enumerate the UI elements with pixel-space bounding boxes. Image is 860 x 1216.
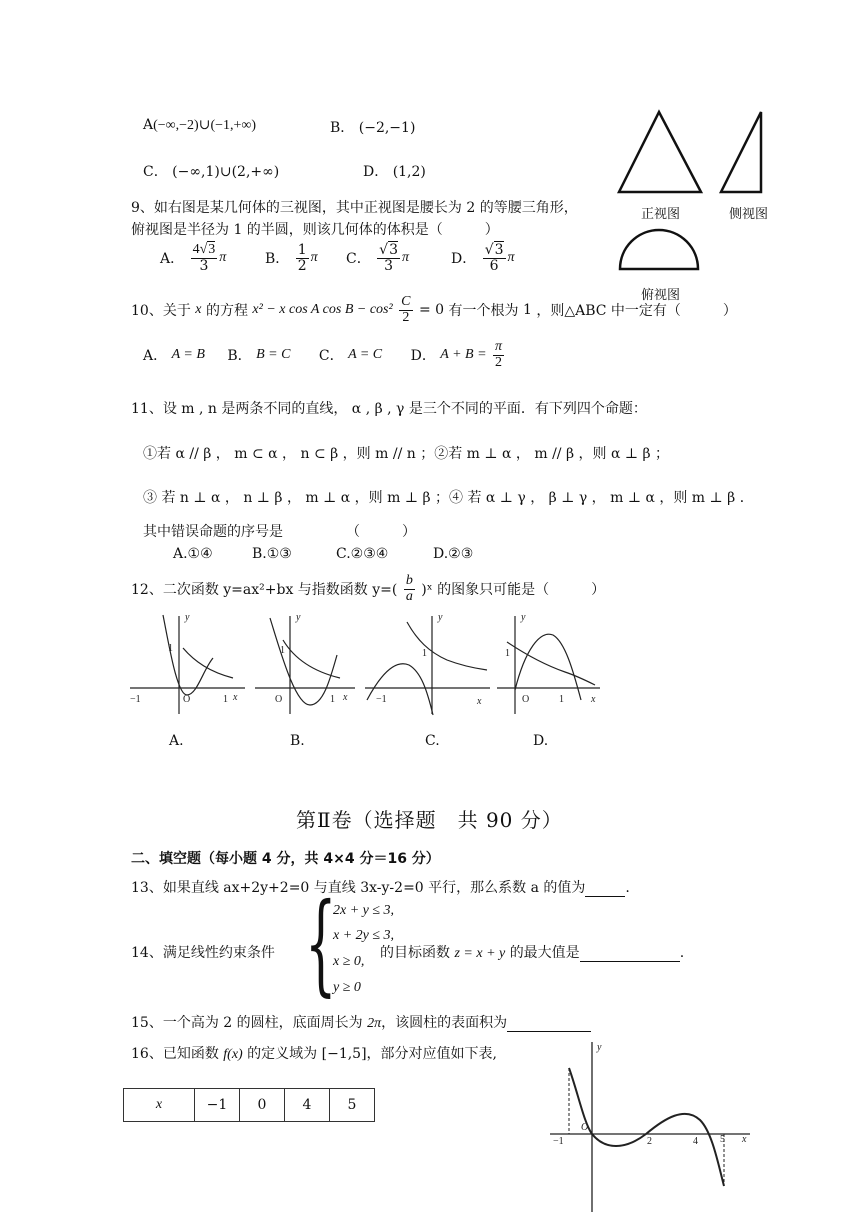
origin-label: O	[275, 694, 283, 705]
graph-b-label: B.	[290, 733, 305, 749]
pi: π	[310, 250, 318, 266]
table-row	[124, 1089, 375, 1122]
equation-left: x² − x cos A cos B − cos²	[252, 302, 393, 318]
front-view-triangle	[619, 112, 701, 192]
q11-option-d: D.②③	[433, 546, 474, 562]
option-label: C．	[143, 164, 168, 180]
table-cell: −1	[195, 1089, 240, 1122]
q12-stem	[131, 574, 605, 604]
option-label: C．	[346, 251, 371, 268]
denominator: a	[405, 588, 413, 604]
q10-after: 有一个根为	[448, 303, 519, 320]
tick-neg1: −1	[376, 694, 387, 705]
q8-option-d	[363, 161, 426, 181]
q9-option-b	[265, 243, 318, 273]
q10-tail: ，则△ABC 中一定有（ ）	[536, 303, 737, 320]
radicand: 3	[208, 242, 216, 257]
q16-middle: 的定义域为	[247, 1046, 318, 1062]
x-label: x	[591, 694, 596, 705]
numerator: √3	[379, 242, 399, 258]
table-header-cell: x	[124, 1089, 195, 1122]
q14-suffix: 的最大值是	[509, 945, 580, 961]
fraction	[399, 295, 412, 325]
pi: π	[507, 250, 515, 266]
x-label: x	[477, 696, 482, 707]
q16-prefix: 16、已知函数	[131, 1046, 219, 1062]
coef: 4	[192, 242, 200, 257]
q13-text: 13、如果直线 ax+2y+2=0 与直线 3x-y-2=0 平行，那么系数 a 的值为	[131, 880, 586, 896]
var-x: x	[195, 302, 202, 318]
x-label: x	[742, 1134, 747, 1145]
fraction	[404, 574, 415, 604]
tick-1: 1	[330, 694, 335, 705]
option-label: A．	[143, 348, 168, 365]
q15	[131, 1012, 591, 1032]
fraction	[493, 340, 504, 370]
numerator: C	[401, 294, 411, 309]
y-label: y	[521, 612, 526, 623]
y-label: y	[185, 612, 190, 623]
q10-prefix: 10、关于	[131, 303, 191, 320]
table-cell: 5	[330, 1089, 375, 1122]
denominator: 6	[489, 257, 499, 274]
q12-suffix: )ˣ 的图象只可能是（ ）	[421, 582, 606, 599]
tick-2: 2	[647, 1136, 652, 1147]
fraction	[377, 243, 400, 273]
q16-function-graph	[550, 1038, 755, 1214]
option-d-expr: A + B =	[440, 347, 487, 363]
option-expr: (−2,−1)	[358, 120, 416, 136]
q15-text: 15、一个高为 2 的圆柱，底面周长为	[131, 1015, 363, 1031]
denominator: 3	[384, 257, 394, 274]
x-label: x	[233, 692, 238, 703]
q15-tail: ，该圆柱的表面积为	[381, 1015, 508, 1031]
q13	[131, 877, 630, 897]
tick-1: 1	[168, 643, 173, 654]
tick-5: 5	[720, 1134, 725, 1145]
q10-stem	[131, 295, 737, 325]
top-view-semicircle	[620, 230, 698, 269]
origin-label: O	[522, 694, 530, 705]
origin-label: O	[581, 1122, 589, 1133]
domain: [−1,5]	[321, 1046, 367, 1062]
q16	[131, 1043, 497, 1063]
y-label: y	[597, 1042, 602, 1053]
tick-1: 1	[223, 694, 228, 705]
tick-neg1: −1	[130, 694, 141, 705]
q11-option-a: A.①④	[173, 546, 213, 562]
q11-line2: ①若 α // β ， m ⊂ α ， n ⊂ β ，则 m // n ；②若 m ⊥ α ， m // β ，则 α ⊥ β ；	[143, 446, 670, 462]
denominator: 2	[402, 309, 410, 325]
tick-1: 1	[505, 648, 510, 659]
tick-1: 1	[422, 648, 427, 659]
numerator: π	[495, 339, 503, 354]
q10-options	[143, 340, 506, 370]
q11-line1: 11、设 m , n 是两条不同的直线， α , β , γ 是三个不同的平面．有下列四个命题：	[131, 401, 647, 417]
q11-line4: 其中错误命题的序号是 （ ）	[143, 524, 416, 540]
q11-option-b: B.①③	[252, 546, 292, 562]
denominator: 3	[199, 257, 209, 274]
y-label: y	[296, 612, 301, 623]
q14-prefix: 14、满足线性约束条件	[131, 945, 275, 961]
side-view-triangle	[721, 112, 761, 192]
option-expr: (1,2)	[392, 164, 426, 180]
option-b-expr: B = C	[256, 347, 291, 363]
fill-section-heading: 二、填空题（每小题 4 分，共 4×4 分＝16 分）	[131, 851, 440, 867]
q8-option-c	[143, 161, 279, 181]
q14-end: .	[679, 945, 685, 961]
constraint-3: x ≥ 0,	[333, 954, 365, 969]
option-c-expr: A = C	[348, 347, 383, 363]
tick-1: 1	[280, 645, 285, 656]
root-value: 1	[522, 302, 532, 319]
option-label: B．	[227, 348, 252, 365]
option-label: D．	[451, 251, 477, 268]
q9-option-c	[346, 243, 409, 273]
q14-blank[interactable]	[580, 947, 680, 962]
function-name: f(x)	[223, 1047, 243, 1062]
denominator: 2	[495, 354, 502, 370]
pi: π	[402, 250, 410, 266]
q13-blank[interactable]	[585, 882, 625, 897]
option-expr: (−∞,1)∪(2,+∞)	[172, 164, 280, 180]
value-table	[123, 1088, 375, 1122]
graph-b	[255, 612, 355, 714]
radicand: 3	[389, 242, 399, 258]
q15-blank[interactable]	[507, 1017, 591, 1032]
numerator: 4√3	[192, 242, 216, 257]
denominator: 2	[297, 257, 307, 274]
option-label: A．	[160, 251, 185, 268]
q13-end: .	[625, 880, 630, 896]
q11-option-c: C.②③④	[336, 546, 389, 562]
graph-a	[130, 612, 245, 714]
graph-d	[497, 612, 600, 714]
graph-c	[365, 612, 490, 715]
numerator: b	[405, 573, 413, 588]
q12-graphs	[125, 610, 615, 720]
q11-line3: ③ 若 n ⊥ α ， n ⊥ β ， m ⊥ α ，则 m ⊥ β ；④ 若 α ⊥ γ ， β ⊥ γ ， m ⊥ α ，则 m ⊥ β ．	[143, 490, 754, 506]
option-label: A	[143, 117, 154, 133]
q14-rest	[380, 942, 684, 962]
q14-middle: 的目标函数	[380, 945, 450, 961]
objective-expr: z = x + y	[454, 946, 506, 961]
graph-d-label: D.	[533, 733, 549, 749]
q8-option-b	[330, 117, 415, 137]
origin-label: O	[183, 694, 191, 705]
option-label: C．	[318, 348, 344, 365]
side-view-label: 侧视图	[729, 207, 769, 222]
circumference: 2π	[367, 1016, 382, 1031]
y-label: y	[438, 612, 443, 623]
numerator: 1	[297, 242, 307, 258]
q9-option-d	[451, 243, 515, 273]
constraint-2: x + 2y ≤ 3,	[333, 928, 395, 943]
tick-neg1: −1	[553, 1136, 564, 1147]
q9-line1: 9、如右图是某几何体的三视图，其中正视图是腰长为 2 的等腰三角形，	[131, 200, 578, 216]
graph-a-label: A.	[169, 733, 184, 749]
option-label: B．	[265, 251, 290, 268]
fraction	[296, 243, 309, 273]
q16-tail: ，部分对应值如下表,	[366, 1046, 497, 1062]
fraction	[191, 243, 218, 273]
q10-middle: 的方程	[205, 303, 248, 320]
q8-option-a	[143, 117, 256, 134]
constraint-1: 2x + y ≤ 3,	[333, 903, 395, 918]
pi: π	[219, 250, 227, 266]
option-label: B．	[330, 120, 355, 136]
top-view-label: 俯视图	[641, 288, 681, 303]
tick-1: 1	[559, 694, 564, 705]
constraint-brace: {	[305, 879, 337, 1007]
radicand: 3	[494, 242, 504, 258]
numerator: √3	[484, 242, 504, 258]
fraction	[483, 243, 506, 273]
option-a-expr: A = B	[171, 347, 205, 363]
table-cell: 0	[240, 1089, 285, 1122]
front-view-label: 正视图	[641, 207, 681, 222]
option-label: D．	[410, 348, 436, 365]
tick-4: 4	[693, 1136, 698, 1147]
option-label: D．	[363, 164, 389, 180]
option-expr: (−∞,−2)∪(−1,+∞)	[153, 118, 257, 133]
table-cell: 4	[285, 1089, 330, 1122]
part2-title: 第Ⅱ卷（选择题 共 90 分）	[296, 808, 563, 832]
constraint-4: y ≥ 0	[333, 980, 361, 995]
q9-option-a	[160, 243, 226, 273]
q9-line2: 俯视图是半径为 1 的半圆，则该几何体的体积是（ ）	[131, 222, 499, 238]
equation-right: = 0	[418, 302, 445, 319]
x-label: x	[343, 692, 348, 703]
graph-c-label: C.	[425, 733, 440, 749]
q12-prefix: 12、二次函数 y=ax²+bx 与指数函数 y=(	[131, 582, 398, 599]
